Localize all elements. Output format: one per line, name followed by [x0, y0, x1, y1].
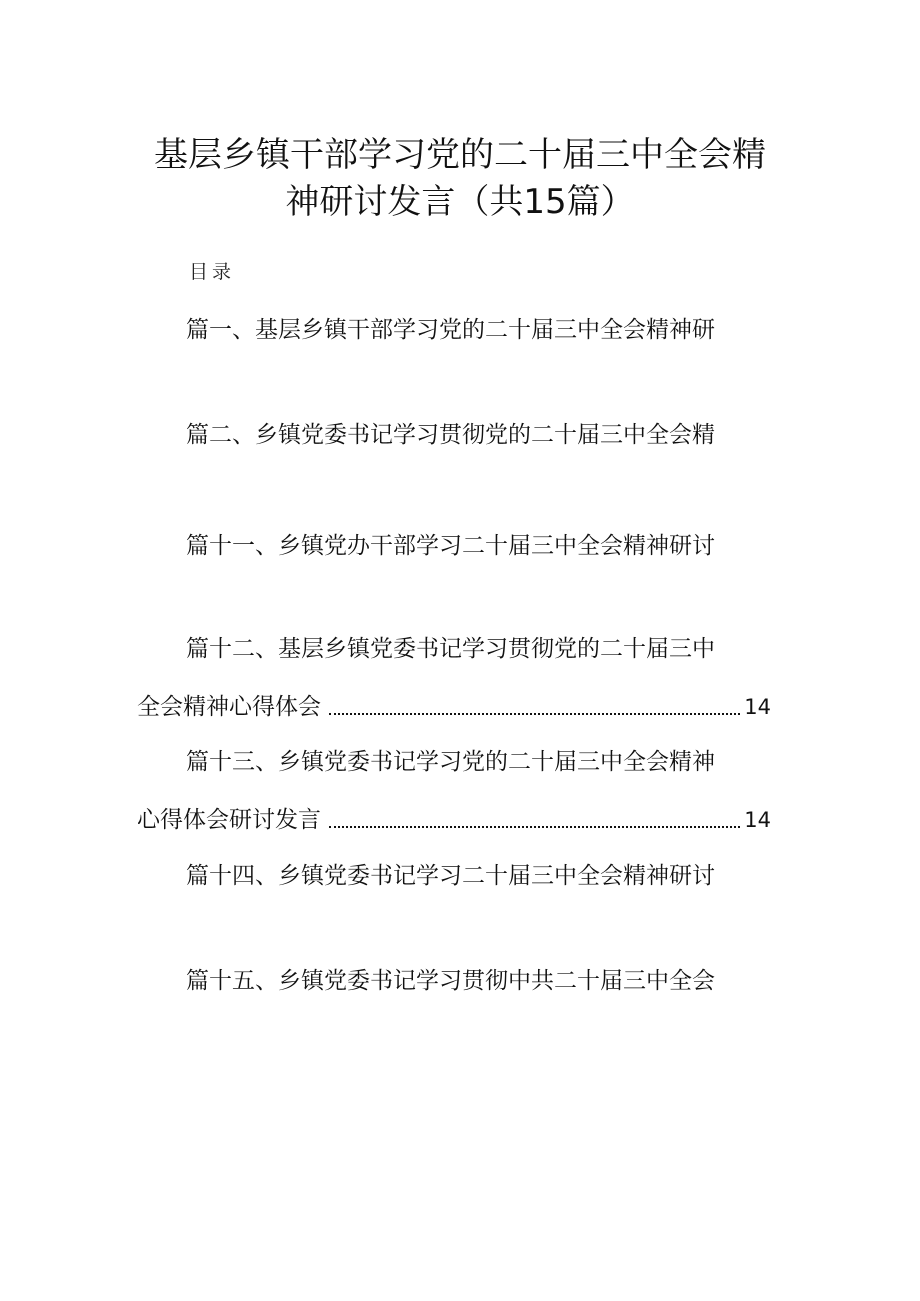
toc-heading: 目录 [189, 261, 236, 283]
toc-entry-2[interactable]: 篇二、乡镇党委书记学习贯彻党的二十届三中全会精 [186, 422, 715, 448]
toc-entry-15[interactable]: 篇十五、乡镇党委书记学习贯彻中共二十届三中全会 [186, 968, 715, 994]
toc-entry-13-continuation-row[interactable] [137, 805, 771, 835]
toc-entry-12-continuation-row[interactable] [137, 692, 771, 722]
toc-entry-12[interactable]: 篇十二、基层乡镇党委书记学习贯彻党的二十届三中 [186, 636, 715, 662]
document-title-line-1: 基层乡镇干部学习党的二十届三中全会精 [154, 135, 766, 175]
page-number: 14 [744, 808, 771, 832]
dot-leader [329, 713, 740, 715]
page-number: 14 [744, 695, 771, 719]
dot-leader [329, 826, 740, 828]
toc-entry-11[interactable]: 篇十一、乡镇党办干部学习二十届三中全会精神研讨 [186, 533, 715, 559]
toc-entry-12-continuation: 全会精神心得体会 [137, 694, 321, 720]
toc-entry-13[interactable]: 篇十三、乡镇党委书记学习党的二十届三中全会精神 [186, 749, 715, 775]
toc-entry-13-continuation: 心得体会研讨发言 [137, 807, 321, 833]
document-title-line-2: 神研讨发言（共15篇） [285, 182, 635, 222]
toc-entry-1[interactable]: 篇一、基层乡镇干部学习党的二十届三中全会精神研 [186, 317, 715, 343]
toc-entry-14[interactable]: 篇十四、乡镇党委书记学习二十届三中全会精神研讨 [186, 863, 715, 889]
